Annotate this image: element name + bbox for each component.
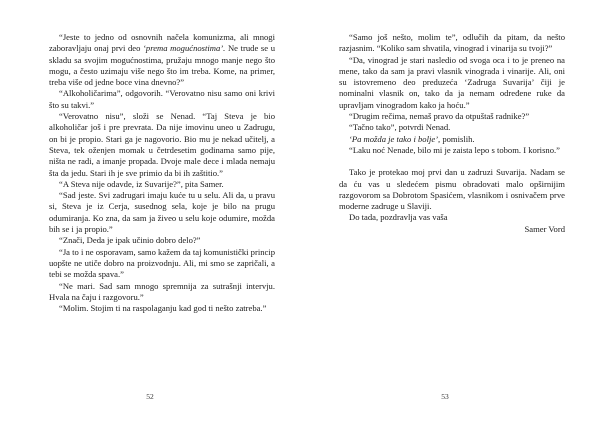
- paragraph: “Samo još nešto, molim te”, odlučih da pitam, da nešto razjasnim. “Koliko sam shvatila, vinograd i vinarija su tvoji?”: [339, 32, 565, 54]
- paragraph: “Alkoholičarima”, odgovorih. “Verovatno nisu samo oni krivi što su takvi.”: [49, 88, 275, 110]
- paragraph: “Ne mari. Sad sam mnogo spremnija za sutrašnji intervju. Hvala na čaju i razgovoru.”: [49, 280, 275, 302]
- left-page-text: [49, 32, 275, 314]
- paragraph: “Da, vinograd je stari nasledio od svoga oca i to je preneo na mene, tako da sam ja pravi vlasnik vinograda i vinarije. Ali, oni su istovremeno deo preduzeća ‘Zadruga Suvarija’ čiji je nominalni vlasnik on, tako da ja nemam određene ruke da upravljam vinogradom kako ja hoću.”: [339, 54, 565, 110]
- section-break: [339, 156, 565, 167]
- right-page-text: [339, 32, 565, 235]
- page-number: 52: [146, 392, 154, 401]
- paragraph: Tako je protekao moj prvi dan u zadruzi Suvarija. Nadam se da ću vas u sledećem pismu obradovati malo opširnijim razgovorom sa Dobrotom Spasićem, vlasnikom i osnivačem prve moderne zadruge u Slaviji.: [339, 167, 565, 212]
- paragraph: “Molim. Stojim ti na raspolaganju kad god ti nešto zatreba.”: [59, 303, 267, 314]
- paragraph: “A Steva nije odavde, iz Suvarije?”, pita Samer.: [59, 178, 224, 189]
- italic-quote: ‘prema mogućnostima’.: [143, 43, 226, 54]
- paragraph-text: Ne trude se u skladu sa svojim mogućnostima, pružaju mnogo manje nego što mogu, a često uzimaju više nego što im treba. Kome, na primer, treba više od jedne boce vina dnevno?”: [49, 43, 275, 88]
- page-number: 53: [441, 392, 449, 401]
- paragraph: “Verovatno nisu”, složi se Nenad. “Taj Steva je bio alkoholičar još i pre prevrata. Da nije imovinu uneo u Zadrugu, on bi je propio. Stari ga je nagovorio. Bio mu je nekad učitelj, a Steva, tek oženjen momak u četrdesetim godinama samo pije, ništa ne radi, a imanje propada. Dvoje male dece i mlada nemaju šta da jedu. Stari ih je sve primio da bi ih zaštitio.”: [49, 111, 275, 178]
- paragraph: “Ja to i ne osporavam, samo kažem da taj komunistički princip uopšte ne utiče dobro na proizvodnju. Ali, mi smo se zapričali, a tebi se možda spava.”: [49, 246, 275, 280]
- right-page: [300, 0, 600, 424]
- paragraph: [339, 134, 565, 145]
- paragraph: “Znači, Deda je ipak učinio dobro delo?”: [59, 235, 201, 246]
- paragraph: “Drugim rečima, nemaš pravo da otpuštaš radnike?”: [349, 111, 530, 122]
- paragraph: Do tada, pozdravlja vas vaša: [349, 212, 448, 223]
- paragraph: “Laku noć Nenade, bilo mi je zaista lepo s tobom. I korisno.”: [349, 144, 560, 155]
- paragraph: “Tačno tako”, potvrdi Nenad.: [349, 122, 451, 133]
- paragraph-text: “Jeste to jedno od osnovnih načela komunizma, ali mnogi zaboravljaju onaj prvi deo: [49, 32, 275, 54]
- paragraph-text: pomislih.: [440, 133, 475, 144]
- signature: Samer Vord: [524, 223, 565, 234]
- paragraph: “Sad jeste. Svi zadrugari imaju kuće tu u selu. Ali da, u pravu si, Steva je iz Cerja, susednog sela, koje je bilo na prugu odumiranja. Ko zna, da sam ja živeo u selu koje odumire, možda bih se i ja propio.”: [49, 190, 275, 235]
- italic-thought: ‘Pa možda je tako i bolje’,: [349, 133, 441, 144]
- paragraph: [49, 32, 275, 88]
